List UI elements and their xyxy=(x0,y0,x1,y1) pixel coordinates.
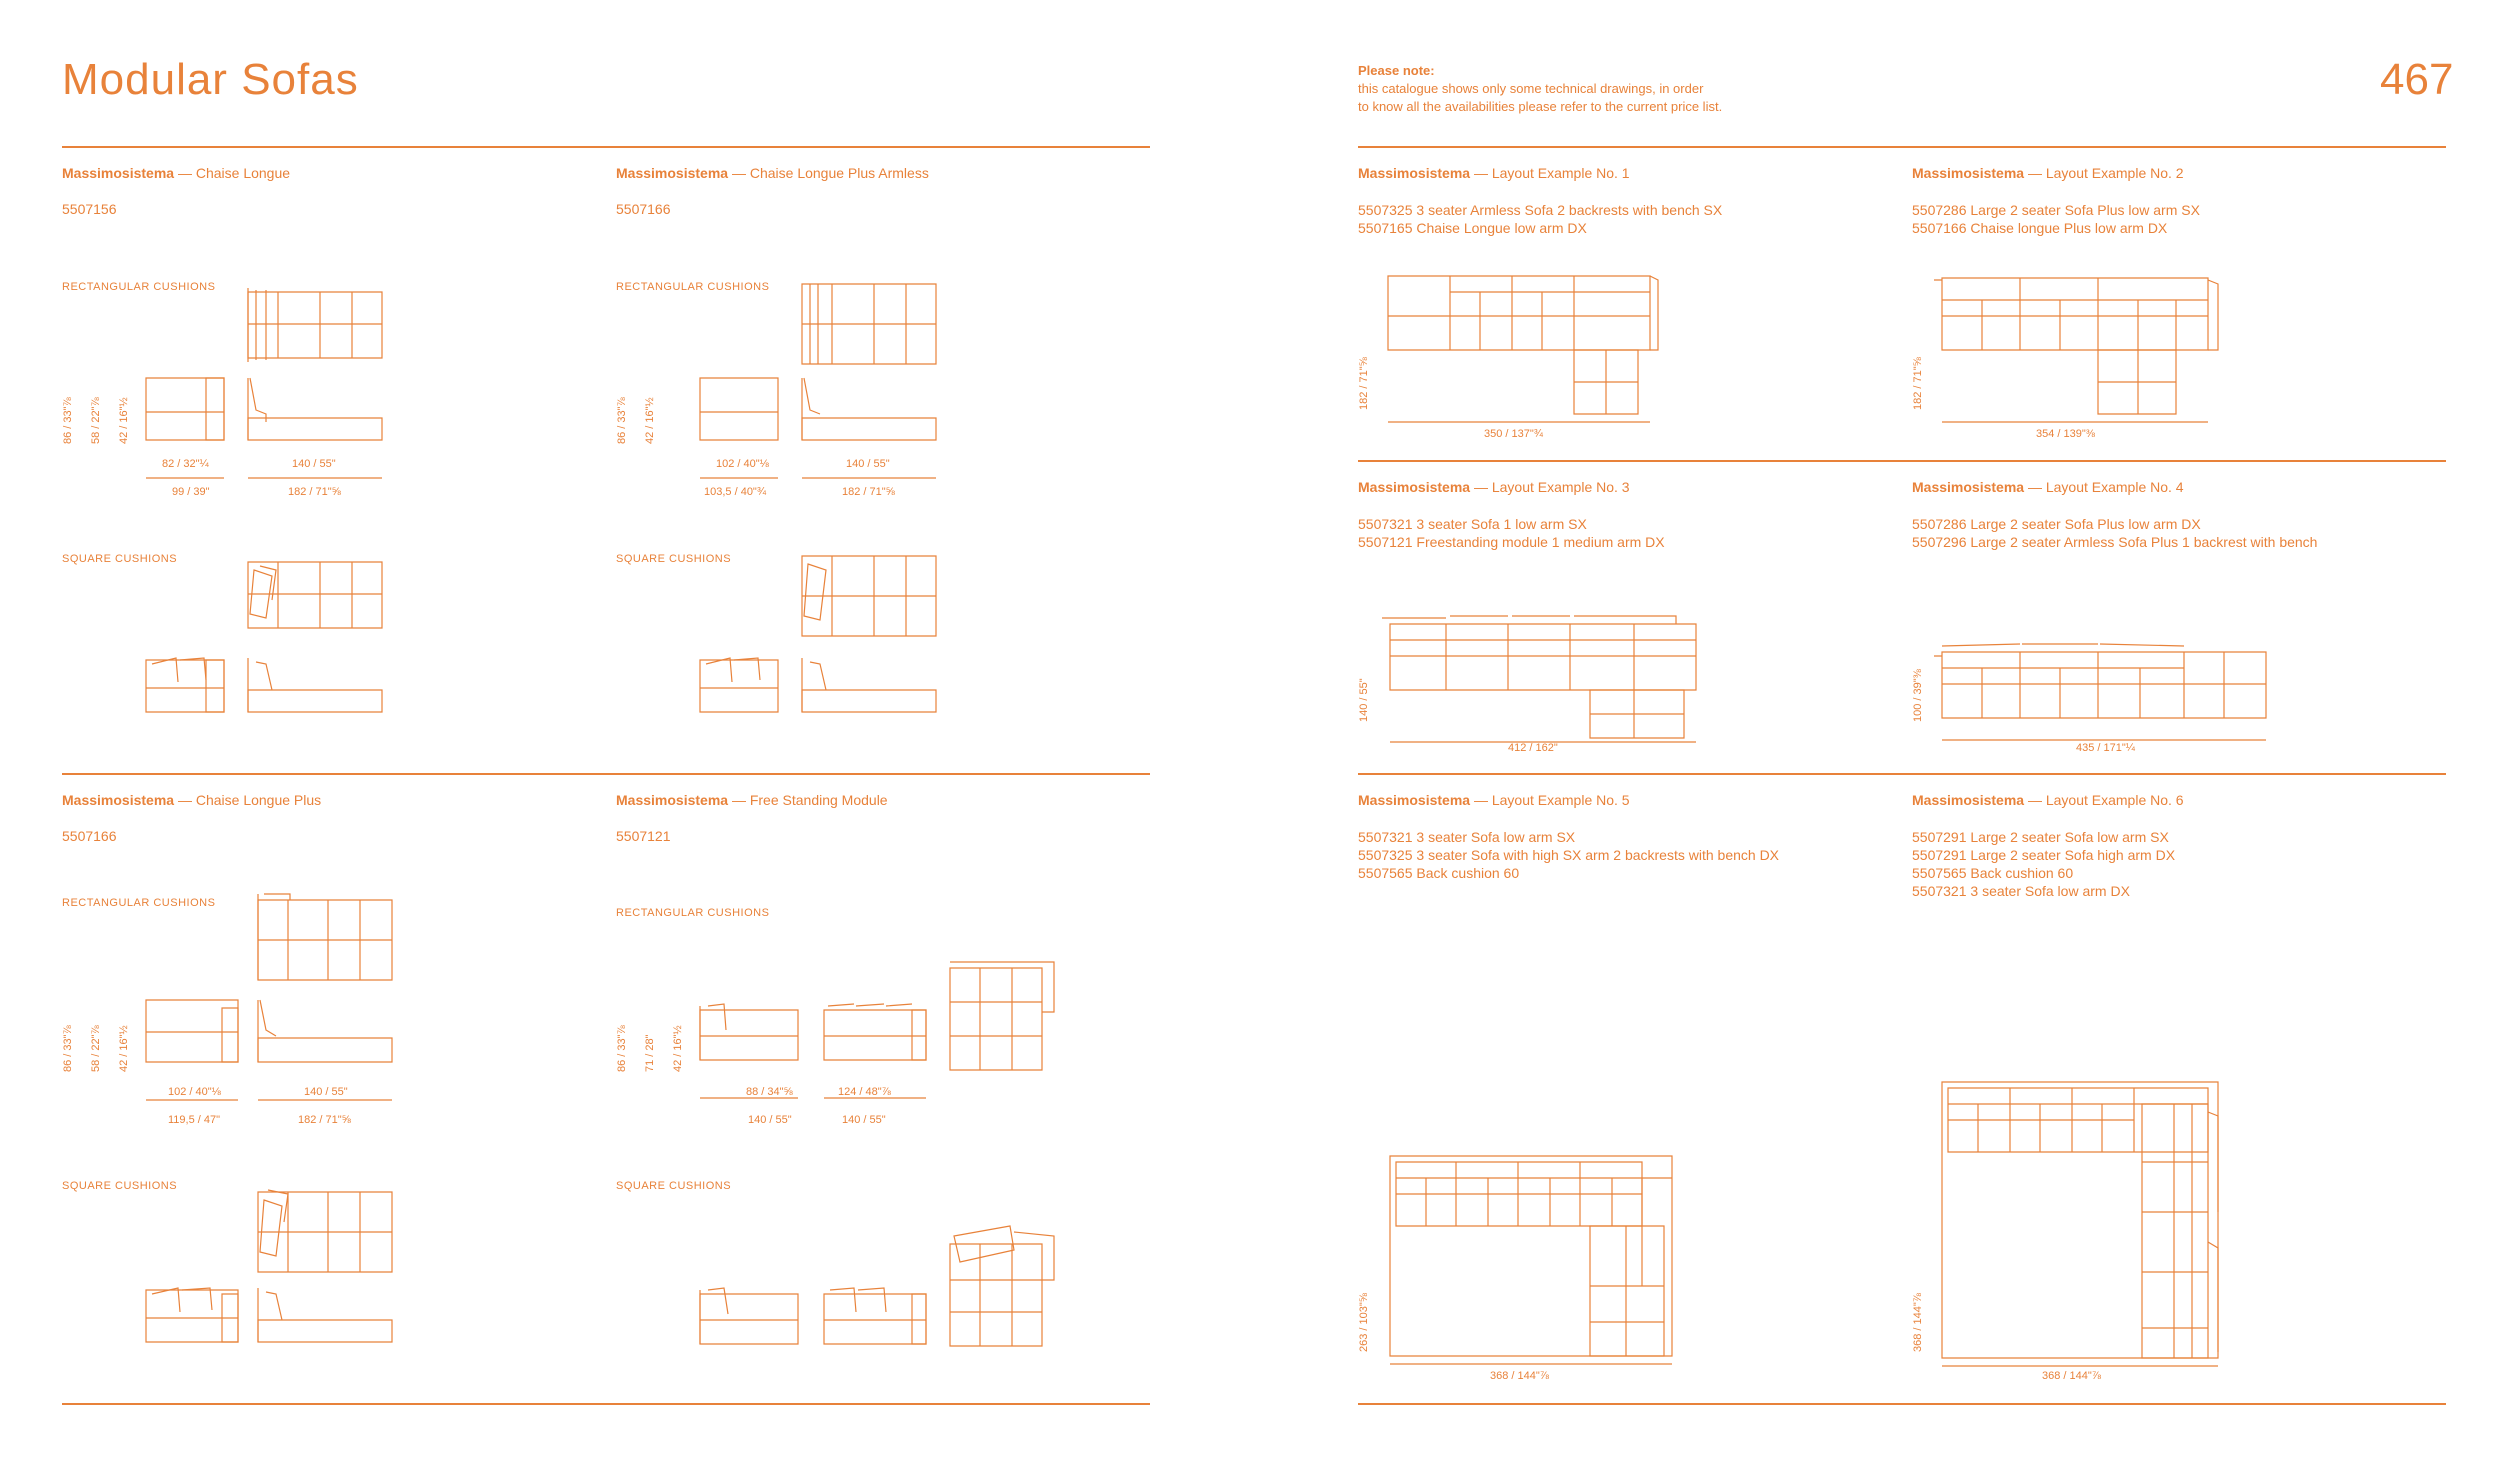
product-name: Chaise Longue Plus Armless xyxy=(749,165,929,181)
brand-name: Massimosistema xyxy=(62,165,175,181)
layout-width: 368 / 144"⅞ xyxy=(1490,1370,1549,1382)
separator: — xyxy=(174,165,196,181)
brand-name: Massimosistema xyxy=(1912,479,2025,495)
dim-h3: 42 / 16"½ xyxy=(672,1025,684,1072)
separator: — xyxy=(1470,165,1492,181)
layout-height: 100 / 39"⅜ xyxy=(1912,669,1924,722)
square-cushions-label: SQUARE CUSHIONS xyxy=(616,1180,732,1192)
separator: — xyxy=(1470,792,1492,808)
layout-header xyxy=(1358,479,1630,495)
separator: — xyxy=(174,792,196,808)
component-line: 5507296 Large 2 seater Armless Sofa Plus 1 backrest with bench xyxy=(1912,534,2318,550)
product-code: 5507166 xyxy=(62,828,117,844)
note-line-2: to know all the availabilities please refer to the current price list. xyxy=(1358,99,1723,114)
layout-width: 412 / 162" xyxy=(1508,742,1558,754)
brand-name: Massimosistema xyxy=(62,792,175,808)
dim-w1: 102 / 40"⅛ xyxy=(168,1086,221,1098)
dim-h3: 42 / 16"½ xyxy=(118,397,130,444)
layout-name: Layout Example No. 1 xyxy=(1491,165,1630,181)
brand-name: Massimosistema xyxy=(1358,479,1471,495)
dim-w2: 124 / 48"⅞ xyxy=(838,1086,891,1098)
dim-w1: 88 / 34"⅝ xyxy=(746,1086,793,1098)
layout-components xyxy=(1912,201,2200,237)
component-line: 5507565 Back cushion 60 xyxy=(1358,865,1520,881)
layout-height: 140 / 55" xyxy=(1358,678,1370,722)
separator: — xyxy=(728,165,750,181)
brand-name: Massimosistema xyxy=(1358,165,1471,181)
catalogue-note xyxy=(1358,62,1722,116)
separator: — xyxy=(2024,165,2046,181)
brand-name: Massimosistema xyxy=(1912,165,2025,181)
layout-name: Layout Example No. 5 xyxy=(1491,792,1630,808)
section-header xyxy=(62,792,321,808)
product-name: Chaise Longue Plus xyxy=(195,792,322,808)
layout-height: 263 / 103"⅝ xyxy=(1358,1293,1370,1352)
dim-h2: 71 / 28" xyxy=(644,1034,656,1072)
rectangular-cushions-label: RECTANGULAR CUSHIONS xyxy=(62,897,216,909)
layout-height: 368 / 144"⅞ xyxy=(1912,1293,1924,1352)
layout-width: 435 / 171"¼ xyxy=(2076,742,2135,754)
dim-w1: 82 / 32"¼ xyxy=(162,458,209,470)
layout-height: 182 / 71"⅝ xyxy=(1912,357,1924,410)
technical-drawing xyxy=(60,280,400,740)
layout-drawing xyxy=(1380,270,1680,430)
component-line: 5507325 3 seater Sofa with high SX arm 2 backrests with bench DX xyxy=(1358,847,1780,863)
separator: — xyxy=(728,792,750,808)
dim-w3: 103,5 / 40"¾ xyxy=(704,486,767,498)
component-line: 5507291 Large 2 seater Sofa high arm DX xyxy=(1912,847,2176,863)
component-line: 5507565 Back cushion 60 xyxy=(1912,865,2074,881)
dim-w3: 140 / 55" xyxy=(748,1114,792,1126)
layout-components xyxy=(1912,828,2175,900)
component-line: 5507321 3 seater Sofa low arm DX xyxy=(1912,883,2130,899)
bottom-rule xyxy=(1358,1403,2446,1405)
rectangular-cushions-label: RECTANGULAR CUSHIONS xyxy=(616,281,770,293)
layout-header xyxy=(1912,165,2184,181)
section-header xyxy=(616,792,888,808)
layout-drawing xyxy=(1934,640,2274,750)
dim-h1: 86 / 33"⅞ xyxy=(616,397,628,444)
square-cushions-label: SQUARE CUSHIONS xyxy=(62,1180,178,1192)
layout-height: 182 / 71"⅝ xyxy=(1358,357,1370,410)
dim-w2: 140 / 55" xyxy=(292,458,336,470)
layout-name: Layout Example No. 3 xyxy=(1491,479,1630,495)
rectangular-cushions-label: RECTANGULAR CUSHIONS xyxy=(62,281,216,293)
page-title: Modular Sofas xyxy=(62,55,359,104)
brand-name: Massimosistema xyxy=(1358,792,1471,808)
component-line: 5507325 3 seater Armless Sofa 2 backrests with bench SX xyxy=(1358,202,1723,218)
layout-header xyxy=(1358,792,1630,808)
section-header xyxy=(62,165,290,181)
separator: — xyxy=(2024,792,2046,808)
rectangular-cushions-label: RECTANGULAR CUSHIONS xyxy=(616,907,770,919)
product-code: 5507121 xyxy=(616,828,671,844)
dim-w2: 140 / 55" xyxy=(304,1086,348,1098)
row-rule-1 xyxy=(1358,460,2446,462)
component-line: 5507291 Large 2 seater Sofa low arm SX xyxy=(1912,829,2169,845)
layout-drawing xyxy=(1380,1150,1680,1370)
product-code: 5507166 xyxy=(616,201,671,217)
technical-drawing xyxy=(614,280,954,740)
layout-drawing xyxy=(1934,1072,2234,1372)
dim-h1: 86 / 33"⅞ xyxy=(62,1025,74,1072)
dim-w1: 102 / 40"⅛ xyxy=(716,458,769,470)
layout-drawing xyxy=(1380,610,1710,750)
mid-rule xyxy=(62,773,1150,775)
component-line: 5507121 Freestanding module 1 medium arm DX xyxy=(1358,534,1665,550)
separator: — xyxy=(2024,479,2046,495)
dim-w3: 99 / 39" xyxy=(172,486,210,498)
dim-w4: 182 / 71"⅝ xyxy=(288,486,341,498)
separator: — xyxy=(1470,479,1492,495)
product-code: 5507156 xyxy=(62,201,117,217)
dim-h1: 86 / 33"⅞ xyxy=(616,1025,628,1072)
dim-h2: 58 / 22"⅞ xyxy=(90,397,102,444)
layout-width: 368 / 144"⅞ xyxy=(2042,1370,2101,1382)
component-line: 5507286 Large 2 seater Sofa Plus low arm DX xyxy=(1912,516,2201,532)
square-cushions-label: SQUARE CUSHIONS xyxy=(616,553,732,565)
layout-components xyxy=(1358,828,1779,882)
dim-w2: 140 / 55" xyxy=(846,458,890,470)
component-line: 5507321 3 seater Sofa 1 low arm SX xyxy=(1358,516,1587,532)
layout-components xyxy=(1358,515,1665,551)
component-line: 5507321 3 seater Sofa low arm SX xyxy=(1358,829,1576,845)
layout-width: 354 / 139"⅜ xyxy=(2036,428,2095,440)
product-name: Chaise Longue xyxy=(195,165,291,181)
dim-w4: 182 / 71"⅝ xyxy=(842,486,895,498)
layout-name: Layout Example No. 2 xyxy=(2045,165,2184,181)
dim-h1: 86 / 33"⅞ xyxy=(62,397,74,444)
product-name: Free Standing Module xyxy=(749,792,888,808)
component-line: 5507166 Chaise longue Plus low arm DX xyxy=(1912,220,2168,236)
component-line: 5507286 Large 2 seater Sofa Plus low arm SX xyxy=(1912,202,2200,218)
component-line: 5507165 Chaise Longue low arm DX xyxy=(1358,220,1587,236)
note-title: Please note: xyxy=(1358,63,1435,78)
layout-header xyxy=(1358,165,1630,181)
dim-w4: 140 / 55" xyxy=(842,1114,886,1126)
layout-drawing xyxy=(1934,270,2234,430)
bottom-rule xyxy=(62,1403,1150,1405)
layout-name: Layout Example No. 4 xyxy=(2045,479,2184,495)
row-rule-2 xyxy=(1358,773,2446,775)
layout-header xyxy=(1912,792,2184,808)
layout-components xyxy=(1912,515,2317,551)
dim-h2: 58 / 22"⅞ xyxy=(90,1025,102,1072)
dim-w4: 182 / 71"⅝ xyxy=(298,1114,351,1126)
layout-width: 350 / 137"¾ xyxy=(1484,428,1543,440)
layout-header xyxy=(1912,479,2184,495)
dim-h2: 42 / 16"½ xyxy=(644,397,656,444)
brand-name: Massimosistema xyxy=(616,792,729,808)
technical-drawing xyxy=(614,950,1074,1370)
header-rule xyxy=(62,146,1150,148)
layout-name: Layout Example No. 6 xyxy=(2045,792,2184,808)
brand-name: Massimosistema xyxy=(616,165,729,181)
technical-drawing xyxy=(60,890,400,1370)
note-line-1: this catalogue shows only some technical drawings, in order xyxy=(1358,81,1704,96)
section-header xyxy=(616,165,929,181)
dim-w3: 119,5 / 47" xyxy=(168,1114,221,1126)
square-cushions-label: SQUARE CUSHIONS xyxy=(62,553,178,565)
header-rule xyxy=(1358,146,2446,148)
brand-name: Massimosistema xyxy=(1912,792,2025,808)
layout-components xyxy=(1358,201,1722,237)
dim-h3: 42 / 16"½ xyxy=(118,1025,130,1072)
page-number: 467 xyxy=(2380,55,2454,104)
